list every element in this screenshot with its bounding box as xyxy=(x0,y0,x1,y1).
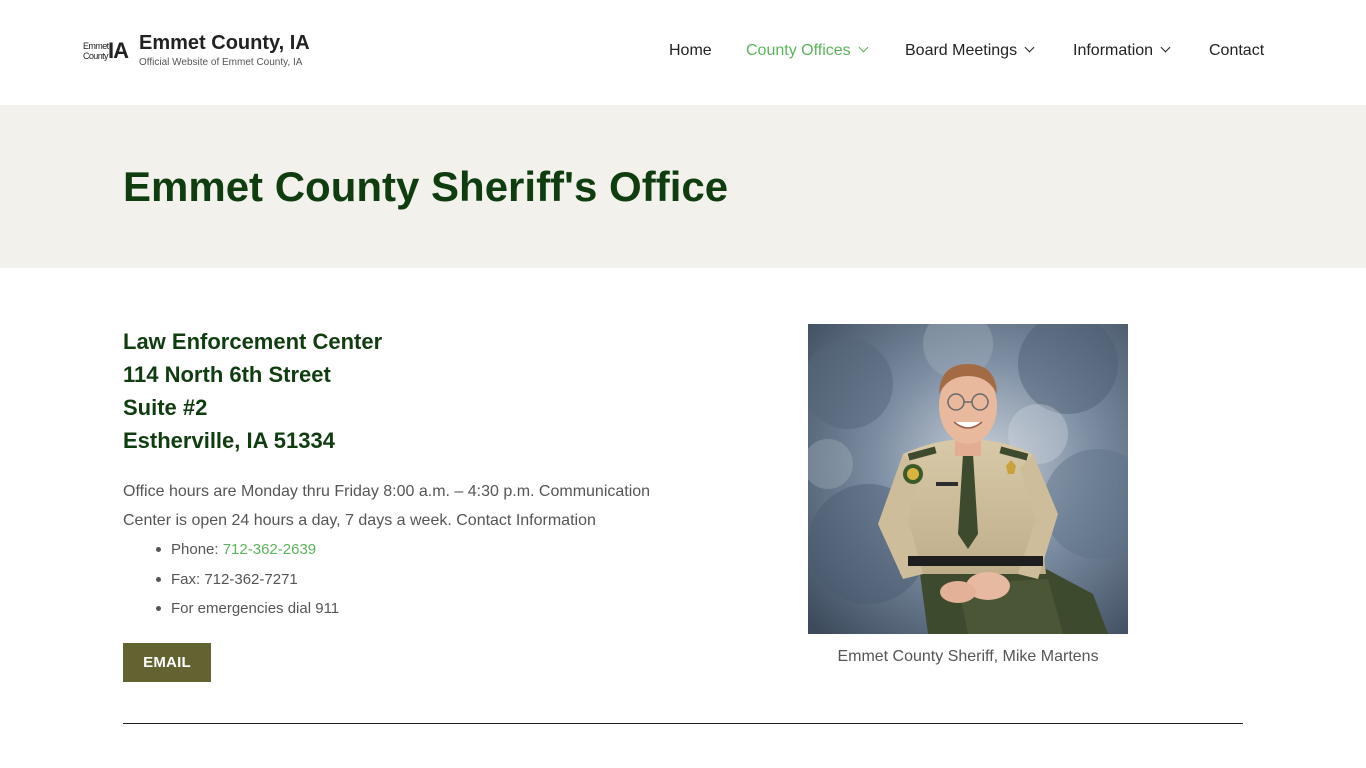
emergency-text: For emergencies dial 911 xyxy=(171,600,340,617)
email-button[interactable]: EMAIL xyxy=(123,643,211,682)
nav-item-label: Board Meetings xyxy=(905,42,1018,59)
nav-item-home[interactable] xyxy=(669,42,712,60)
logo-text-ia: IA xyxy=(108,38,128,63)
contact-list xyxy=(123,535,339,624)
site-tagline: Official Website of Emmet County, IA xyxy=(139,57,303,68)
logo-text-emmet: Emmet xyxy=(83,41,109,51)
site-title[interactable]: Emmet County, IA xyxy=(139,32,310,54)
address-line: 114 North 6th Street xyxy=(123,362,331,387)
nav-item-board-meetings[interactable] xyxy=(905,42,1033,60)
section-divider xyxy=(123,723,1243,724)
chevron-down-icon xyxy=(1161,43,1171,53)
nav-item-county-offices[interactable] xyxy=(746,42,867,60)
photo-caption: Emmet County Sheriff, Mike Martens xyxy=(837,648,1099,665)
office-hours-text: Office hours are Monday thru Friday 8:00 a.m. – 4:30 p.m. Communication Center is open 24 hours a day, 7 days a week. Contact Information xyxy=(123,483,651,529)
chevron-down-icon xyxy=(858,43,868,53)
nav-item-label: Information xyxy=(1073,42,1154,59)
address-line: Estherville, IA 51334 xyxy=(123,428,335,453)
nav-item-information[interactable] xyxy=(1073,42,1169,60)
logo-text-county: County xyxy=(83,51,108,61)
fax-text: Fax: 712-362-7271 xyxy=(171,570,298,588)
phone-link[interactable]: 712-362-2639 xyxy=(222,541,317,558)
list-item-phone xyxy=(123,535,339,565)
nav-item-contact[interactable] xyxy=(1209,42,1264,60)
list-item-emergency xyxy=(123,594,339,624)
main-nav xyxy=(0,42,1366,62)
site-header xyxy=(0,0,1366,105)
sheriff-photo xyxy=(808,324,1128,634)
chevron-down-icon xyxy=(1025,43,1035,53)
address-line: Suite #2 xyxy=(123,395,208,420)
nav-item-label: Contact xyxy=(1209,42,1265,59)
nav-item-label: Home xyxy=(669,42,712,59)
list-item-fax xyxy=(123,565,339,595)
phone-label: Phone: xyxy=(171,541,219,558)
address-line: Law Enforcement Center xyxy=(123,329,383,354)
page-hero xyxy=(0,105,1366,268)
nav-item-label: County Offices xyxy=(746,42,851,59)
address-block xyxy=(123,325,382,457)
page-title: Emmet County Sheriff's Office xyxy=(123,163,729,210)
